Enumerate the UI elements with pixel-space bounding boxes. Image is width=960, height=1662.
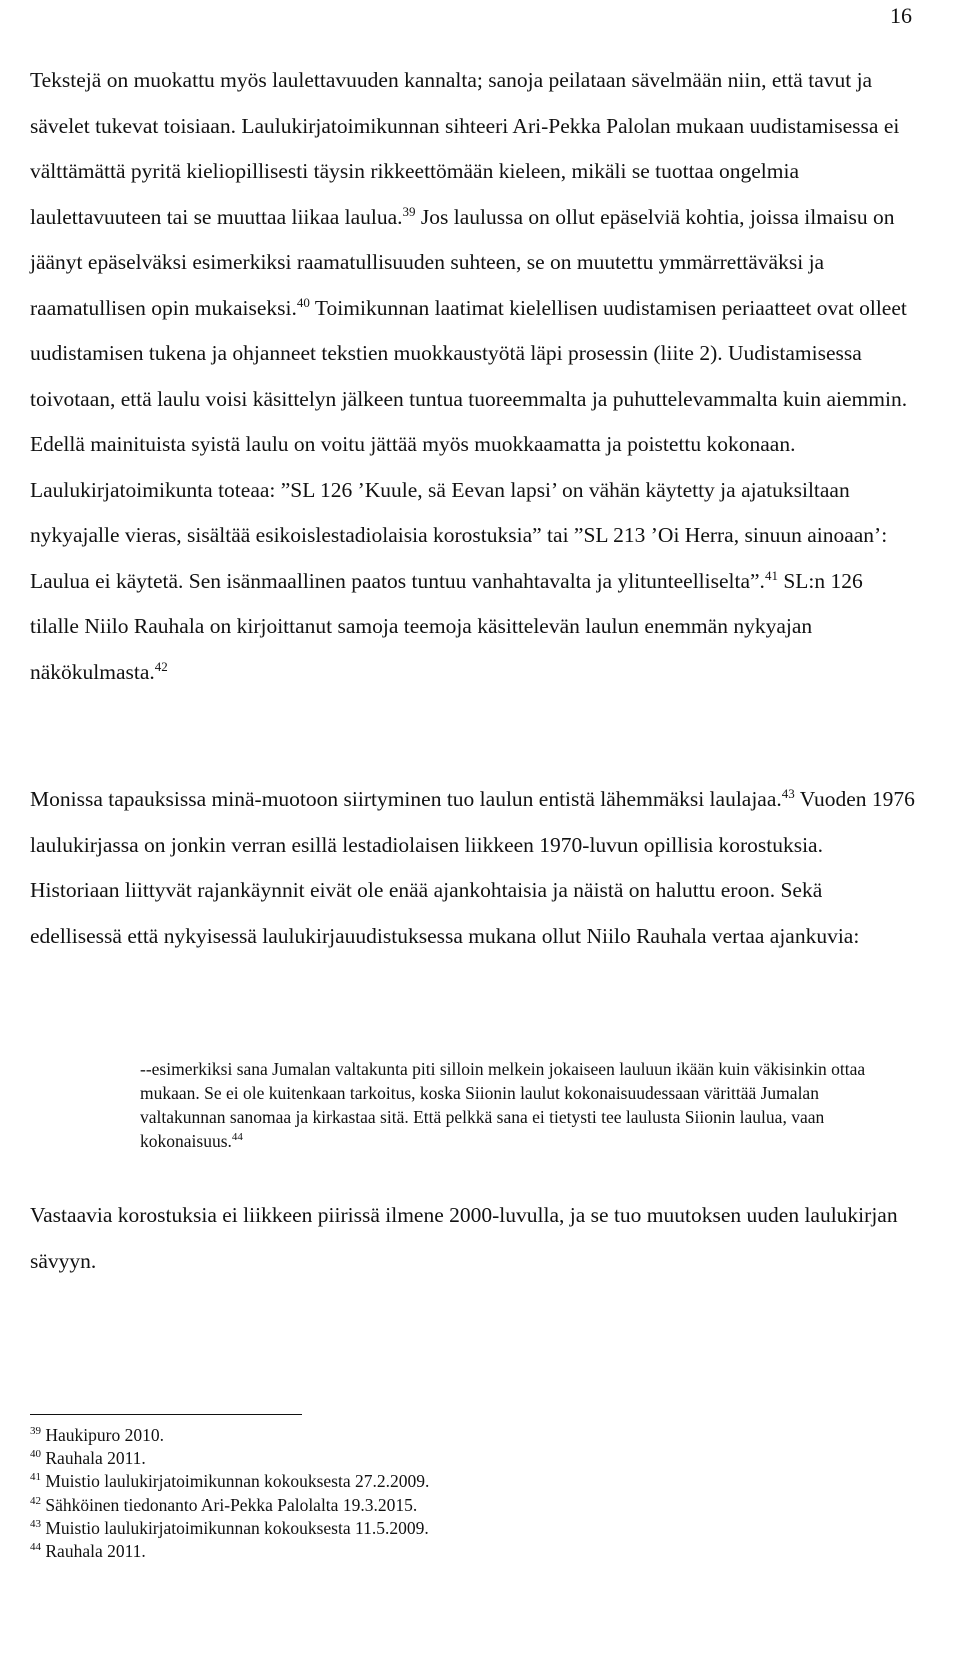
paragraph-text: Monissa tapauksissa minä-muotoon siirtyminen tuo laulun entistä lähemmäksi laulajaa. xyxy=(30,787,782,811)
body-paragraph-1 xyxy=(30,58,915,695)
footnote-number: 41 xyxy=(30,1471,41,1484)
footnote-item xyxy=(30,1540,910,1563)
footnote-ref-43[interactable]: 43 xyxy=(781,785,795,801)
paragraph-text: Toimikunnan laatimat kielellisen uudistamisen periaatteet ovat olleet uudistamisen tukena ja ohjanneet tekstien muokkaustyötä läpi prosessin (liite 2). Uudistamisessa toivotaan, että laulu voisi käsittelyn jälkeen tuntua tuoreemmalta ja puhuttelevammalta kuin aiemmin. Edellä mainituista syistä laulu on voitu jättää myös muokkaamatta ja poistettu kokonaan. Laulukirjatoimikunta toteaa: ”SL 126 ’Kuule, sä Eevan lapsi’ on vähän käytetty ja ajatuksiltaan nykyajalle vieras, sisältää esikoislestadiolaisia korostuksia” tai ”SL 213 ’Oi Herra, sinuun ainoaan’: Laulua ei käytetä. Sen isänmaallinen paatos tuntuu vanhahtavalta ja ylitunteelliselta”. xyxy=(30,295,908,593)
footnote-number: 42 xyxy=(30,1494,41,1507)
footnote-text: Rauhala 2011. xyxy=(45,1448,146,1469)
footnote-number: 40 xyxy=(30,1448,41,1461)
footnote-item xyxy=(30,1447,910,1470)
footnote-text: Haukipuro 2010. xyxy=(45,1425,164,1445)
paragraph-text: Vuoden 1976 laulukirjassa on jonkin verran esillä lestadiolaisen liikkeen 1970-luvun opillisia korostuksia. Historiaan liittyvät rajankäynnit eivät ole enää ajankohtaisia ja näistä on haluttu eroon. Sekä edellisessä että nykyisessä laulukirjauudistuksessa mukana ollut Niilo Rauhala vertaa ajankuvia: xyxy=(30,787,915,948)
footnote-divider xyxy=(30,1414,302,1415)
footnote-ref-41[interactable]: 41 xyxy=(764,567,778,583)
footnote-number: 39 xyxy=(30,1425,41,1438)
footnote-number: 44 xyxy=(30,1541,41,1554)
quote-text: --esimerkiksi sana Jumalan valtakunta piti silloin melkein jokaiseen lauluun ikään kuin väkisinkin ottaa mukaan. Se ei ole kuitenkaan tarkoitus, koska Siionin laulut kokonaisuudessaan värittää Jumalan valtakunnan sanomaa ja kirkastaa sitä. Että pelkkä sana ei tietysti tee laulusta Siionin laulua, vaan kokonaisuus. xyxy=(140,1059,866,1151)
paragraph-text: Tekstejä on muokattu myös laulettavuuden kannalta; sanoja peilataan sävelmään niin, että tavut ja sävelet tukevat toisiaan. Laulukirjatoimikunnan sihteeri Ari-Pekka Palolan mukaan uudistamisessa ei välttämättä pyritä kieliopillisesti täysin rikkeettömään kieleen, mikäli se tuottaa ongelmia laulettavuuteen tai se muuttaa liikaa laulua. xyxy=(30,68,900,229)
footnote-item xyxy=(30,1494,910,1517)
footnote-ref-42[interactable]: 42 xyxy=(154,658,168,674)
footnote-text: Sähköinen tiedonanto Ari-Pekka Palolalta 19.3.2015. xyxy=(45,1494,418,1515)
footnote-ref-39[interactable]: 39 xyxy=(402,203,416,219)
body-paragraph-2 xyxy=(30,777,915,959)
block-quote xyxy=(140,1057,900,1153)
footnote-ref-40[interactable]: 40 xyxy=(296,294,310,310)
footnotes-list xyxy=(30,1424,910,1563)
footnote-text: Muistio laulukirjatoimikunnan kokouksesta 11.5.2009. xyxy=(45,1517,429,1538)
page-number: 16 xyxy=(890,3,912,28)
footnote-text: Rauhala 2011. xyxy=(45,1541,146,1562)
footnote-item xyxy=(30,1424,910,1447)
footnote-ref-44[interactable]: 44 xyxy=(231,1131,243,1144)
footnote-text: Muistio laulukirjatoimikunnan kokouksesta 27.2.2009. xyxy=(45,1471,430,1492)
footnote-number: 43 xyxy=(30,1517,41,1530)
footnote-item xyxy=(30,1517,910,1540)
paragraph-text: SL:n 126 tilalle Niilo Rauhala on kirjoittanut samoja teemoja käsittelevän laulun enemmän nykyajan näkökulmasta. xyxy=(30,568,863,684)
paragraph-text: Jos laulussa on ollut epäselviä kohtia, joissa ilmaisu on jäänyt epäselväksi esimerkiksi raamatullisuuden suhteen, se on muutettu ymmärrettäväksi ja raamatullisen opin mukaiseksi. xyxy=(30,204,895,320)
body-paragraph-3: Vastaavia korostuksia ei liikkeen piirissä ilmene 2000-luvulla, ja se tuo muutoksen uuden laulukirjan sävyyn. xyxy=(30,1203,898,1273)
footnote-item xyxy=(30,1470,910,1493)
